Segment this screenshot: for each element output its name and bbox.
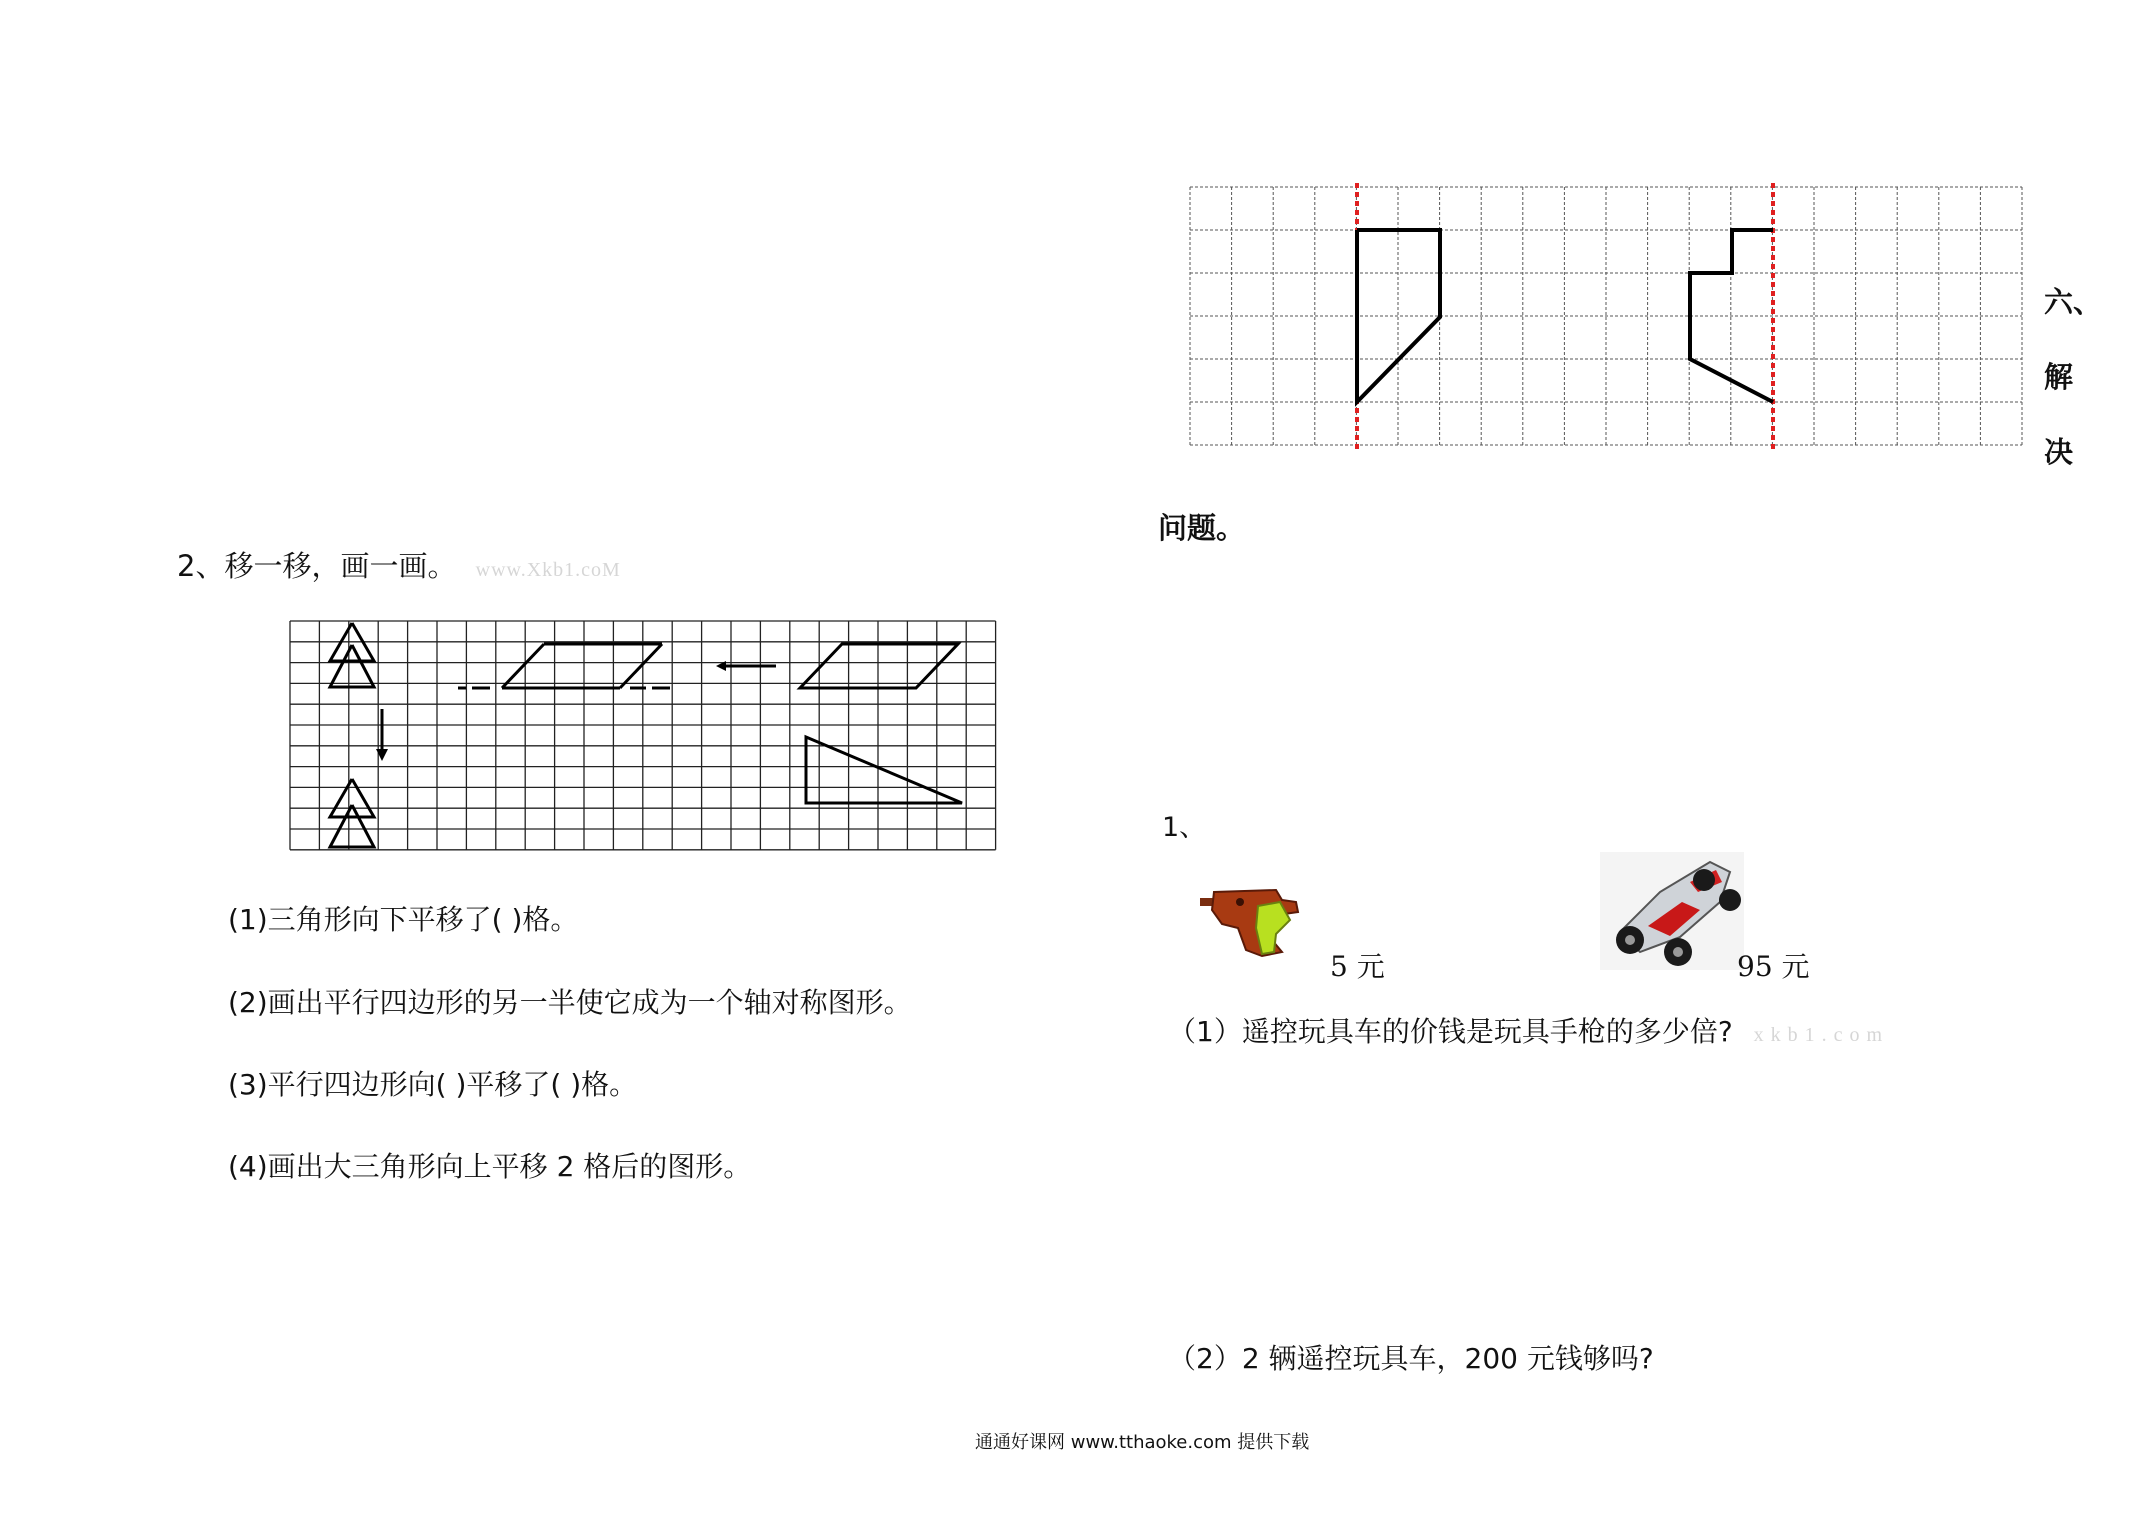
dashed-grid bbox=[1190, 187, 2022, 445]
triangle-bottom bbox=[330, 779, 374, 817]
rc-car-icon bbox=[1600, 852, 1744, 970]
toy-gun-price: 5 元 bbox=[1330, 950, 1385, 983]
triangle-bottom-lower bbox=[330, 805, 374, 847]
question-2: (2)画出平行四边形的另一半使它成为一个轴对称图形。 bbox=[228, 986, 912, 1019]
watermark-text: www.Xkb1.coM bbox=[475, 559, 621, 581]
symmetry-grid-figure bbox=[1190, 187, 2020, 447]
word-problem-2: （2）2 辆遥控玩具车，200 元钱够吗? bbox=[1168, 1342, 1654, 1375]
section-heading-char-2: 解 bbox=[2044, 360, 2074, 394]
section-heading-char-3: 决 bbox=[2044, 435, 2074, 469]
page-footer: 通通好课网 www.tthaoke.com 提供下载 bbox=[975, 1432, 1310, 1453]
left-section-heading bbox=[177, 544, 621, 585]
question-3: (3)平行四边形向( )平移了( )格。 bbox=[228, 1068, 638, 1101]
large-triangle bbox=[806, 737, 962, 803]
problem-number: 1、 bbox=[1162, 812, 1207, 843]
question-1-line bbox=[1168, 1010, 1883, 1050]
left-heading-text: 2、移一移，画一画。 bbox=[177, 549, 457, 583]
word-problem-1: （1）遥控玩具车的价钱是玩具手枪的多少倍? bbox=[1168, 1015, 1733, 1048]
question-1: (1)三角形向下平移了( )格。 bbox=[228, 903, 579, 936]
rc-car-price: 95 元 bbox=[1737, 950, 1810, 983]
solid-grid bbox=[290, 621, 996, 850]
parallelogram-left-edge bbox=[502, 644, 544, 688]
parallelogram-right bbox=[800, 644, 958, 688]
parallelogram-right-edge bbox=[620, 644, 662, 688]
translation-grid-figure bbox=[290, 621, 995, 850]
section-heading-char-1: 六、 bbox=[2044, 285, 2103, 319]
toy-gun-icon bbox=[1200, 880, 1320, 960]
section-heading-tail: 问题。 bbox=[1158, 511, 1246, 545]
question-4: (4)画出大三角形向上平移 2 格后的图形。 bbox=[228, 1150, 752, 1183]
question-1-watermark: x k b 1 . c o m bbox=[1753, 1024, 1884, 1046]
